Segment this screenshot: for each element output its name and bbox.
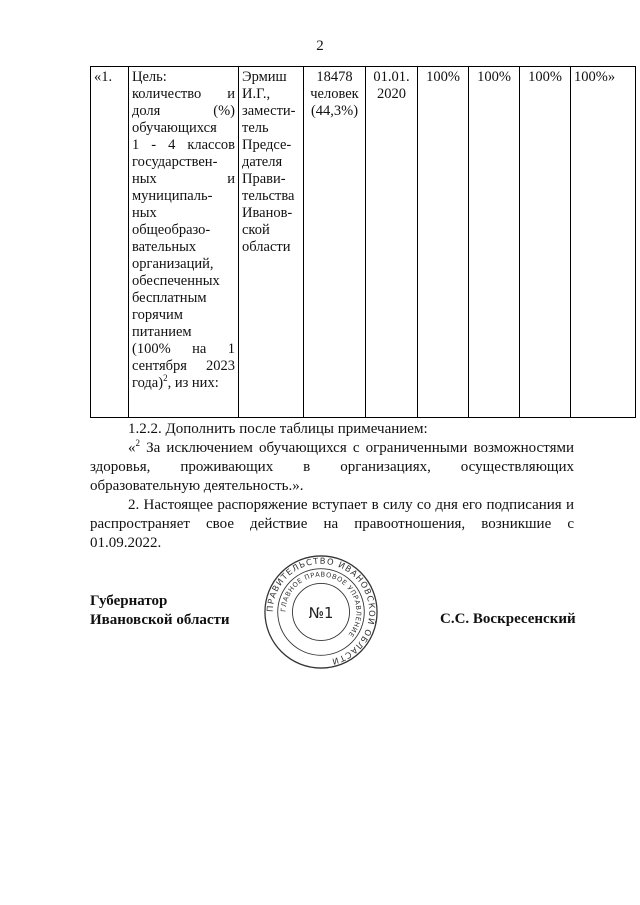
responsible-line: ской (242, 222, 270, 238)
responsible-cell (239, 67, 304, 418)
quote-open: « (128, 440, 136, 456)
goal-line: (100% на 1 (132, 341, 235, 357)
goal-line: Цель: (132, 69, 167, 85)
goal-line: 1 - 4 классов (132, 137, 235, 153)
base-date-cell (366, 67, 418, 418)
base-date-line: 2020 (377, 86, 406, 102)
signatory-title (90, 592, 230, 630)
paragraph-footnote (90, 439, 574, 496)
goal-line: бесплатным (132, 290, 207, 306)
goal-cell (129, 67, 239, 418)
base-value-line: человек (310, 86, 359, 102)
responsible-line: Предсе- (242, 137, 292, 153)
responsible-line: дателя (242, 154, 283, 170)
responsible-line: Прави- (242, 171, 286, 187)
signatory-title-line: Ивановской области (90, 612, 230, 628)
target-cell: 100%» (571, 67, 636, 418)
responsible-line: Эрмиш (242, 69, 287, 85)
goal-line: сентября 2023 (132, 358, 235, 374)
responsible-line: Иванов- (242, 205, 293, 221)
stamp-inner-text: ГЛАВНОЕ ПРАВОВОЕ УПРАВЛЕНИЕ (279, 570, 363, 639)
stamp-outer-text: ПРАВИТЕЛЬСТВО ИВАНОВСКОЙ ОБЛАСТИ (264, 555, 378, 668)
base-value-cell (304, 67, 366, 418)
base-date-line: 01.01. (373, 69, 410, 85)
goal-line: количество и (132, 86, 235, 102)
footnote-text: За исключением обучающихся с ограниченными возможностями здоровья, проживающих в организациях, осуществляющих образовательную деятельность.». (90, 440, 574, 494)
goal-line: ных и (132, 171, 235, 187)
stamp-number: №1 (308, 604, 334, 622)
goal-line: муниципаль- (132, 188, 213, 204)
page-number: 2 (316, 38, 324, 54)
table-row (91, 67, 636, 418)
paragraph-amendment: 1.2.2. Дополнить после таблицы примечанием: (128, 421, 428, 437)
goal-line: доля (%) (132, 103, 235, 119)
paragraph-effective: 2. Настоящее распоряжение вступает в силу со дня его подписания и распространяет свое действие на правоотношения, возникшие с 01.09.2022. (90, 497, 574, 551)
target-cell: 100% (469, 67, 520, 418)
footnote-marker: 2 (163, 373, 168, 384)
goal-line: государствен- (132, 154, 218, 170)
signatory-name: С.С. Воскресенский (440, 611, 576, 627)
goal-line: обеспеченных (132, 273, 220, 289)
goal-line (132, 375, 235, 392)
target-cell: 100% (520, 67, 571, 418)
goal-line: горячим (132, 307, 183, 323)
goal-line: питанием (132, 324, 192, 340)
target-cell: 100% (418, 67, 469, 418)
footnote-marker: 2 (135, 438, 140, 448)
base-value-line: 18478 (316, 69, 353, 85)
responsible-line: тельства (242, 188, 295, 204)
goal-line: организаций, (132, 256, 214, 272)
row-number-cell: «1. (91, 67, 129, 418)
goal-line: ных (132, 205, 157, 221)
responsible-line: области (242, 239, 291, 255)
official-stamp (262, 553, 380, 671)
goal-line: обучающихся (132, 120, 217, 136)
amendment-text (90, 420, 574, 553)
goal-table (90, 66, 636, 418)
base-value-line: (44,3%) (310, 103, 359, 119)
responsible-line: тель (242, 120, 269, 136)
goal-line: общеобразо- (132, 222, 211, 238)
responsible-line: замести- (242, 103, 296, 119)
responsible-line: И.Г., (242, 86, 271, 102)
goal-last-text: года) (132, 375, 164, 391)
signatory-title-line: Губернатор (90, 593, 168, 609)
goal-line: вательных (132, 239, 197, 255)
goal-last-text: , из них: (167, 375, 219, 391)
